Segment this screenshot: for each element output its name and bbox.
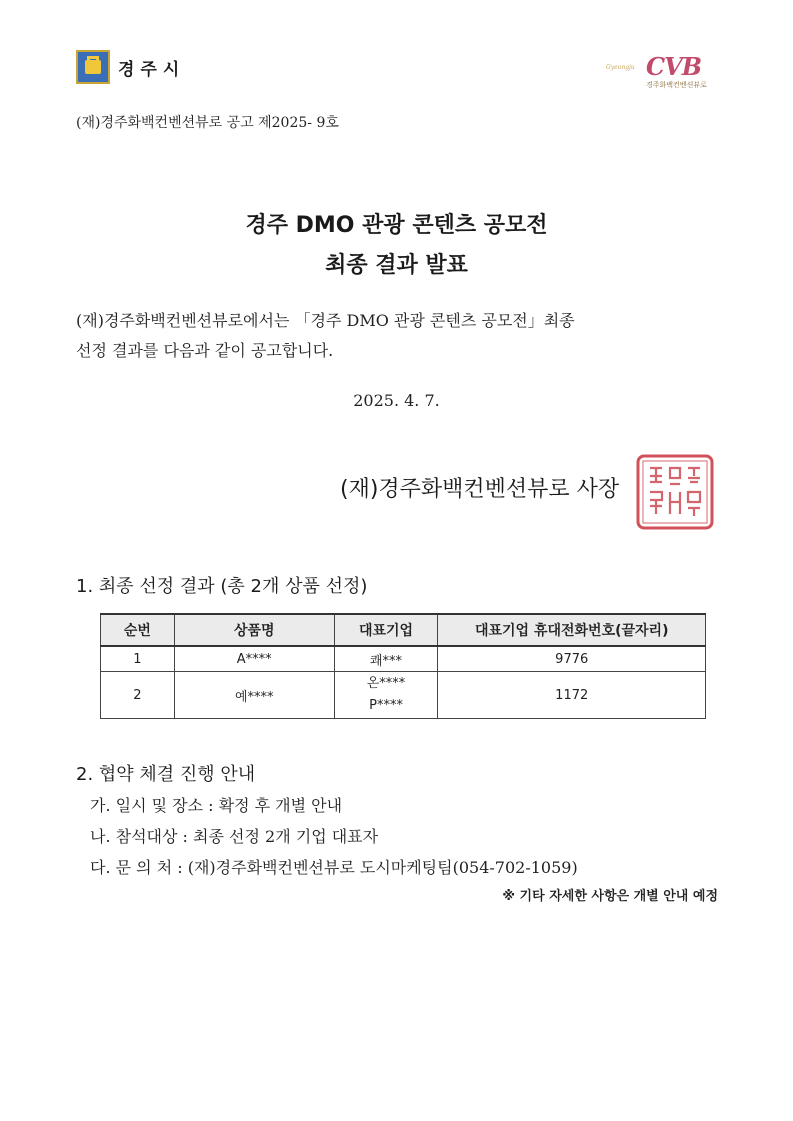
list-item: 가. 일시 및 장소 : 확정 후 개별 안내	[90, 796, 343, 815]
agreement-info-list	[90, 790, 578, 883]
col-header-phone: 대표기업 휴대전화번호(끝자리)	[438, 614, 706, 646]
cell-product: A****	[174, 646, 334, 672]
page-title-line2: 최종 결과 발표	[325, 253, 468, 278]
cell-no: 2	[101, 672, 175, 719]
cell-company	[334, 672, 438, 719]
intro-line2: 선정 결과를 다음과 같이 공고합니다.	[76, 341, 334, 360]
official-seal-icon	[634, 452, 716, 532]
table-header-row	[101, 614, 706, 646]
cell-company-1: 온****	[366, 676, 406, 691]
cell-phone: 1172	[438, 672, 706, 719]
page-title	[0, 206, 793, 286]
cvb-logo-left-text: Gyeongju	[606, 64, 635, 71]
col-header-product: 상품명	[174, 614, 334, 646]
cvb-logo	[606, 52, 716, 98]
intro-line1: (재)경주화백컨벤션뷰로에서는 「경주 DMO 관광 콘텐츠 공모전」최종	[76, 311, 575, 330]
cell-no: 1	[101, 646, 175, 672]
cell-company: 쾌***	[334, 646, 438, 672]
section1-heading: 1. 최종 선정 결과 (총 2개 상품 선정)	[76, 576, 368, 597]
list-item: 나. 참석대상 : 최종 선정 2개 기업 대표자	[90, 827, 379, 846]
cell-company-2: P****	[369, 698, 403, 713]
col-header-no: 순번	[101, 614, 175, 646]
city-name: 경주시	[118, 59, 186, 80]
table-row	[101, 672, 706, 719]
list-item: 다. 문 의 처 : (재)경주화백컨벤션뷰로 도시마케팅팀(054-702-1059)	[90, 858, 578, 877]
results-table	[100, 613, 706, 719]
notice-number: (재)경주화백컨벤션뷰로 공고 제2025- 9호	[76, 115, 339, 131]
cvb-logo-text: CVB	[646, 52, 702, 81]
city-logo	[76, 50, 185, 84]
cell-product: 예****	[174, 672, 334, 719]
section2-heading: 2. 협약 체결 진행 안내	[76, 764, 256, 785]
table-row	[101, 646, 706, 672]
city-emblem-icon	[76, 50, 110, 84]
cvb-logo-subtext: 경주화백컨벤션뷰로	[646, 81, 707, 89]
cell-phone: 9776	[438, 646, 706, 672]
footnote: ※ 기타 자세한 사항은 개별 안내 예정	[502, 889, 718, 904]
page-title-line1: 경주 DMO 관광 콘텐츠 공모전	[245, 213, 548, 238]
issuer-name: (재)경주화백컨벤션뷰로 사장	[340, 477, 620, 502]
notice-date: 2025. 4. 7.	[353, 391, 440, 410]
intro-paragraph	[76, 306, 716, 366]
col-header-company: 대표기업	[334, 614, 438, 646]
